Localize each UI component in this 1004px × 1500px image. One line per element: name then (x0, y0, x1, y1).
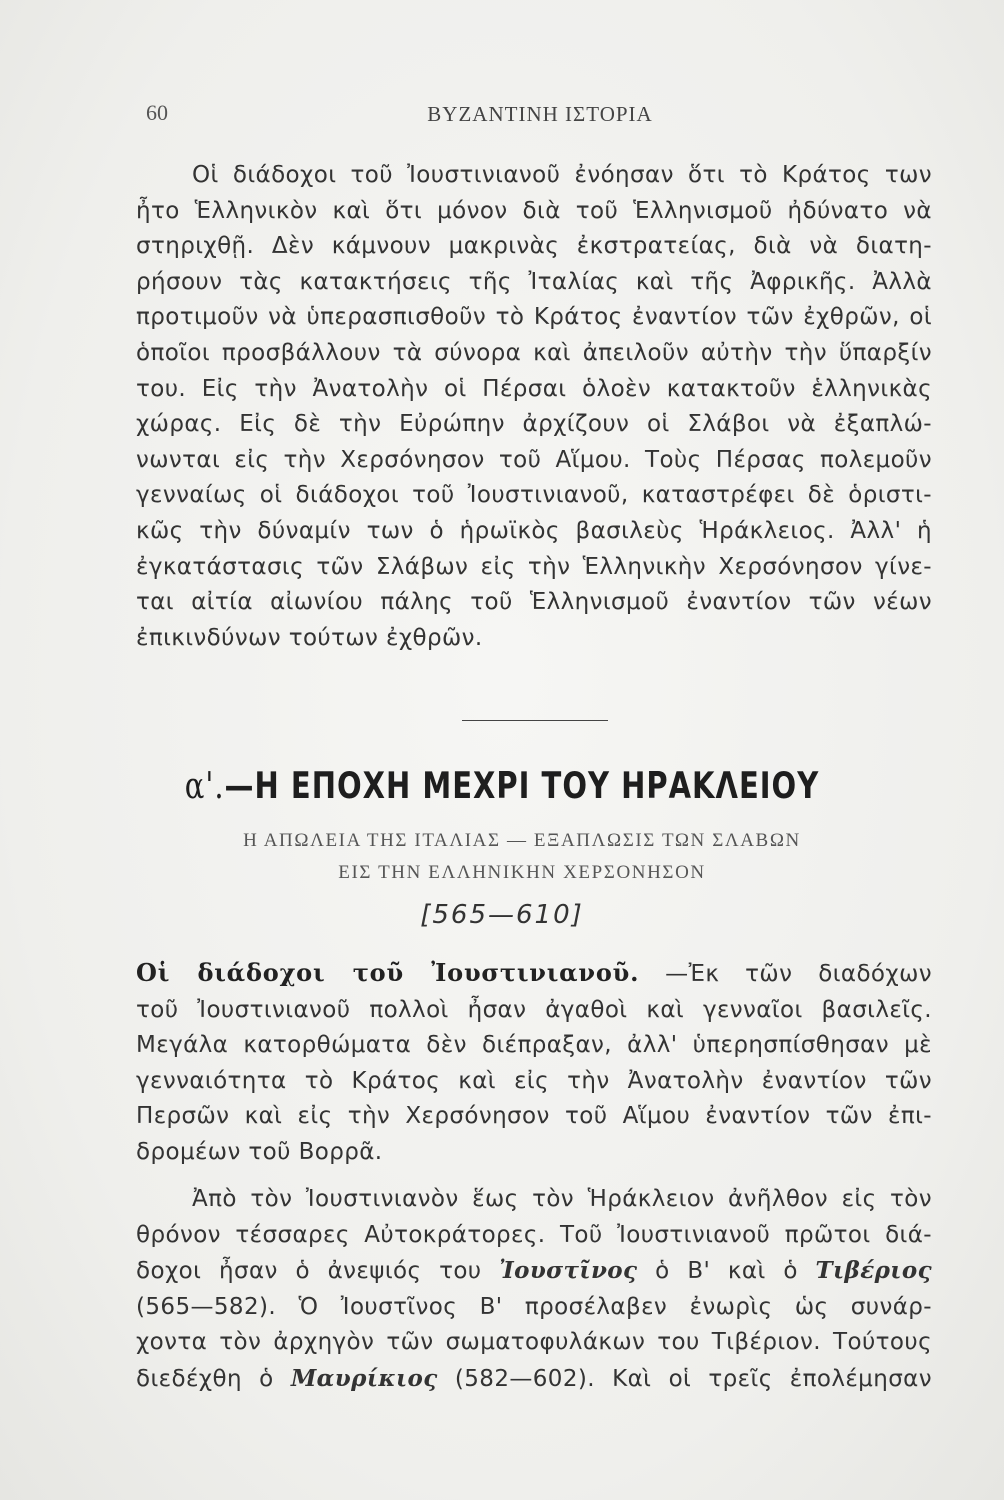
text-line: Ἀπὸ τὸν Ἰουστινιανὸν ἕως τὸν Ἡράκλειον ἀνῆλθον εἰς τὸν (192, 1186, 932, 1212)
text-fragment: (582—602). Καὶ οἱ τρεῖς ἐπολέμησαν (437, 1365, 932, 1392)
section-subheading-line2: ΕΙΣ ΤΗΝ ΕΛΛΗΝΙΚΗΝ ΧΕΡΣΟΝΗΣΟΝ (338, 862, 706, 883)
text-line: ται αἰτία αἰωνίου πάλης τοῦ Ἑλληνισμοῦ ἐναντίον τῶν νέων (136, 589, 932, 616)
emphasized-name: Τιβέριος (815, 1257, 932, 1285)
section-subheading-line1: Η ΑΠΩΛΕΙΑ ΤΗΣ ΙΤΑΛΙΑΣ — ΕΞΑΠΛΩΣΙΣ ΤΩΝ ΣΛΑΒΩΝ (243, 830, 801, 851)
text-line: γενναίως οἱ διάδοχοι τοῦ Ἰουστινιανοῦ, καταστρέφει δὲ ὁριστι- (136, 482, 932, 509)
section-mark: α'. (184, 764, 225, 807)
text-line: Περσῶν καὶ εἰς τὴν Χερσόνησον τοῦ Αἵμου ἐναντίον τῶν ἐπι- (136, 1103, 932, 1130)
emphasized-name: Ἰουστῖνος (499, 1257, 638, 1285)
text-line: ὁποῖοι προσβάλλουν τὰ σύνορα καὶ ἀπειλοῦν αὐτὴν τὴν ὕπαρξίν (136, 339, 932, 366)
runin-heading: Οἱ διάδοχοι τοῦ Ἰουστινιανοῦ. (136, 958, 640, 987)
text-line: δρομέων τοῦ Βορρᾶ. (136, 1138, 383, 1165)
text-line: ἐπικινδύνων τούτων ἐχθρῶν. (136, 624, 483, 651)
text-line: Μεγάλα κατορθώματα δὲν διέπραξαν, ἀλλ' ὑπερησπίσθησαν μὲ (136, 1032, 932, 1059)
text-line (136, 1253, 932, 1290)
text-line: Οἱ διάδοχοι τοῦ Ἰουστινιανοῦ ἐνόησαν ὅτι τὸ Κράτος των (192, 162, 932, 188)
text-line: τοῦ Ἰουστινιανοῦ πολλοὶ ἦσαν ἀγαθοὶ καὶ γενναῖοι βασιλεῖς. (136, 996, 932, 1023)
page-header (140, 100, 940, 130)
text-line: κῶς τὴν δύναμίν των ὁ ἡρωϊκὸς βασιλεὺς Ἡράκλειος. Ἀλλ' ἡ (136, 517, 932, 544)
text-line (136, 955, 932, 993)
text-line: του. Εἰς τὴν Ἀνατολὴν οἱ Πέρσαι ὁλοὲν κατακτοῦν ἑλληνικὰς (136, 375, 932, 402)
successors-paragraph (136, 955, 932, 1171)
text-line: γενναιότητα τὸ Κράτος καὶ εἰς τὴν Ἀνατολὴν ἐναντίον τῶν (136, 1067, 932, 1094)
text-line: ρήσουν τὰς κατακτήσεις τῆς Ἰταλίας καὶ τῆς Ἀφρικῆς. Ἀλλὰ (136, 268, 932, 295)
text-line: θρόνον τέσσαρες Αὐτοκράτορες. Τοῦ Ἰουστινιανοῦ πρῶτοι διά- (136, 1221, 932, 1248)
section-dates: [565—610] (420, 900, 584, 930)
text-line: χώρας. Εἰς δὲ τὴν Εὐρώπην ἀρχίζουν οἱ Σλάβοι νὰ ἐξαπλώ- (136, 411, 932, 438)
text-fragment: ὁ Β' καὶ ὁ (637, 1258, 816, 1285)
text-line: ἦτο Ἑλληνικὸν καὶ ὅτι μόνον διὰ τοῦ Ἑλληνισμοῦ ἠδύνατο νὰ (136, 197, 932, 224)
emperors-paragraph (136, 1182, 932, 1398)
section-heading (0, 764, 1004, 807)
text-line: χοντα τὸν ἀρχηγὸν τῶν σωματοφυλάκων του Τιβέριον. Τούτους (136, 1329, 932, 1356)
text-fragment: δοχοι ἦσαν ὁ ἀνεψιός του (136, 1258, 500, 1285)
page-number: 60 (146, 100, 168, 125)
text-line: προτιμοῦν νὰ ὑπερασπισθοῦν τὸ Κράτος ἐναντίον τῶν ἐχθρῶν, οἱ (136, 304, 932, 331)
text-fragment: διεδέχθη ὁ (136, 1365, 291, 1392)
text-line: ἐγκατάστασις τῶν Σλάβων εἰς τὴν Ἑλληνικὴν Χερσόνησον γίνε- (136, 553, 932, 580)
section-divider (462, 720, 608, 721)
running-title: ΒΥΖΑΝΤΙΝΗ ΙΣΤΟΡΙΑ (427, 102, 653, 126)
section-heading-text: —Η ΕΠΟΧΗ ΜΕΧΡΙ ΤΟΥ ΗΡΑΚΛΕΙΟΥ (224, 764, 820, 807)
intro-paragraph (136, 158, 932, 656)
text-line: στηριχθῇ. Δὲν κάμνουν μακρινὰς ἐκστρατείας, διὰ νὰ διατη- (136, 233, 932, 260)
text-line: (565—582). Ὁ Ἰουστῖνος Β' προσέλαβεν ἐνωρὶς ὡς συνάρ- (136, 1293, 932, 1320)
text-line: νωνται εἰς τὴν Χερσόνησον τοῦ Αἵμου. Τοὺς Πέρσας πολεμοῦν (136, 446, 932, 473)
text-fragment: —Ἐκ τῶν διαδόχων (639, 961, 932, 987)
text-line (136, 1361, 932, 1398)
emphasized-name: Μαυρίκιος (290, 1364, 438, 1392)
